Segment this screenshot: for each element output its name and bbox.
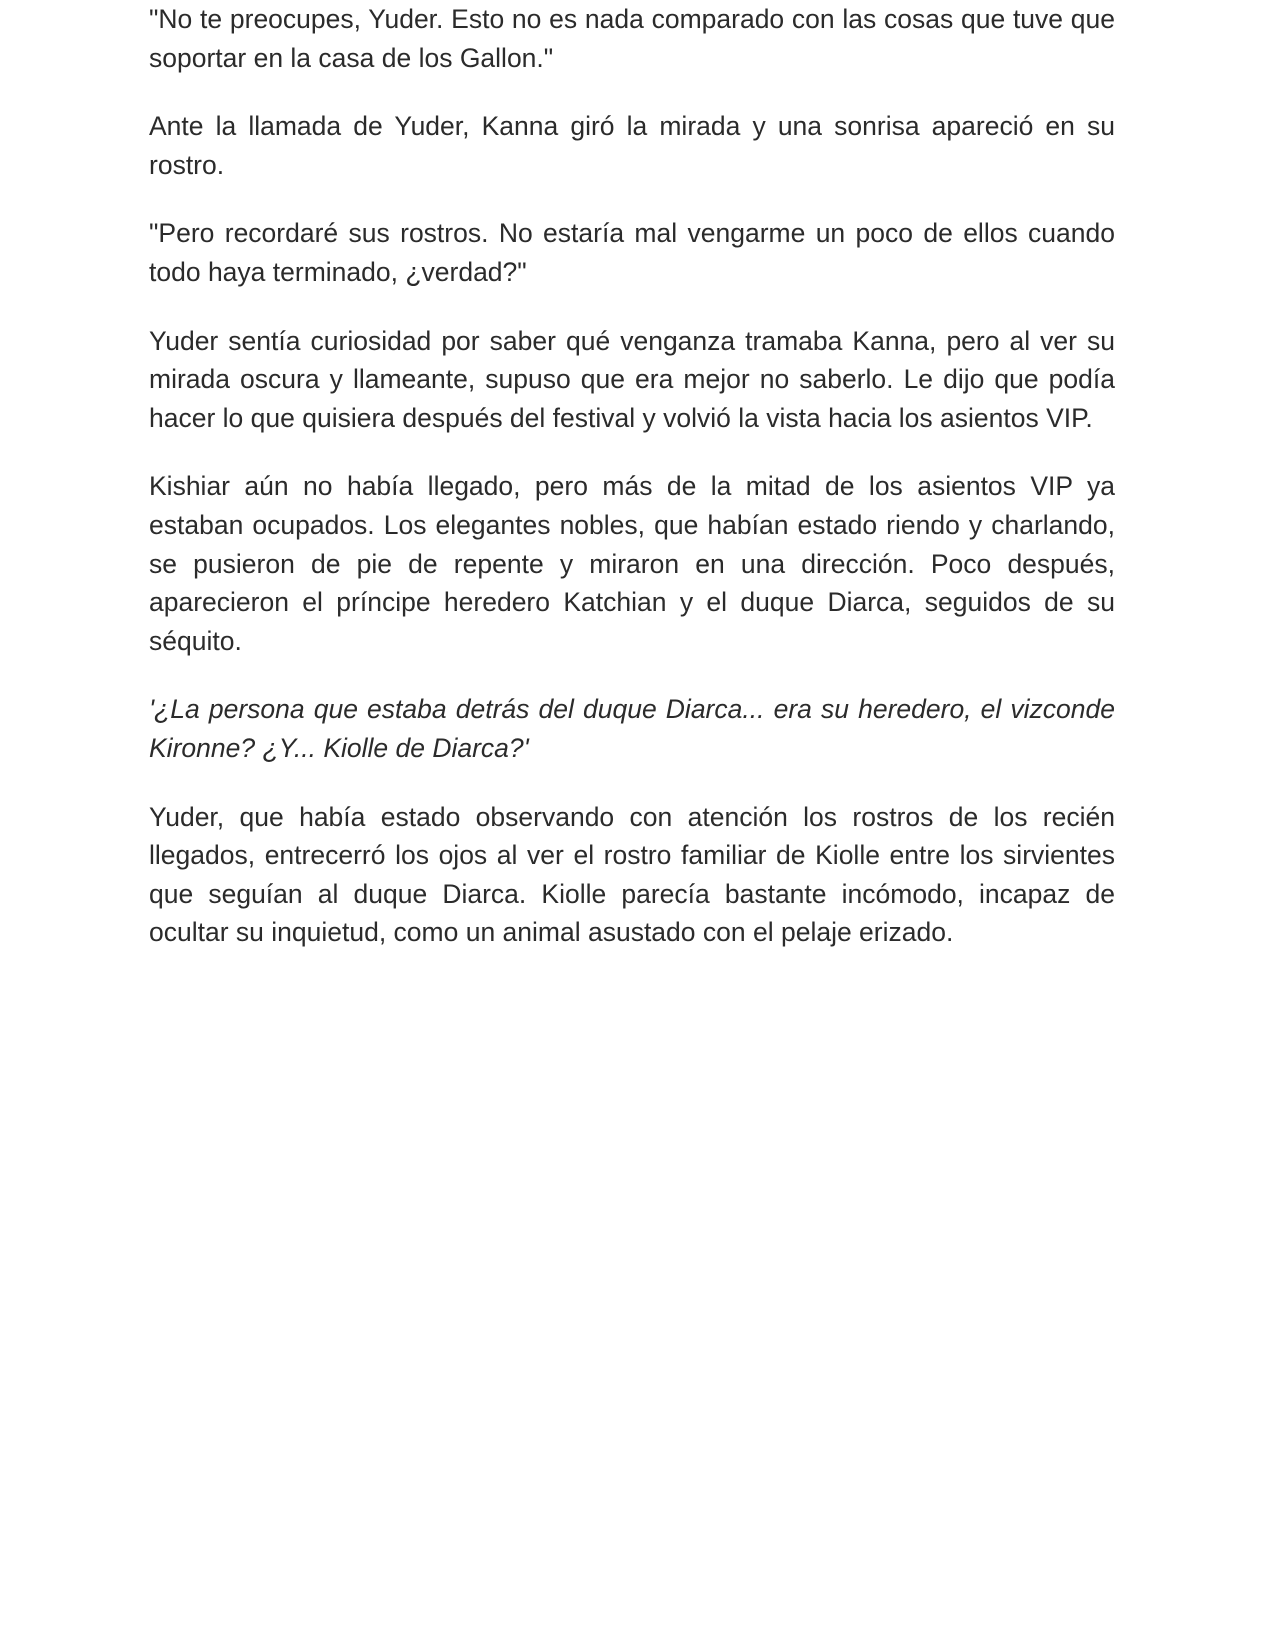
paragraph-4: Yuder sentía curiosidad por saber qué venganza tramaba Kanna, pero al ver su mirada oscura y llameante, supuso que era mejor no saberlo. Le dijo que podía hacer lo que quisiera después del festival y volvió la vista hacia los asientos VIP.: [149, 325, 1115, 433]
paragraph-5: Kishiar aún no había llegado, pero más de la mitad de los asientos VIP ya estaban ocupados. Los elegantes nobles, que habían estado riendo y charlando, se pusieron de pie de repente y miraron en una dirección. Poco después, aparecieron el príncipe heredero Katchian y el duque Diarca, seguidos de su séquito.: [149, 471, 1115, 656]
paragraph-6-italic-thought: '¿La persona que estaba detrás del duque Diarca... era su heredero, el vizconde Kironne? ¿Y... Kiolle de Diarca?': [149, 694, 1115, 763]
paragraph-2: Ante la llamada de Yuder, Kanna giró la mirada y una sonrisa apareció en su rostro.: [149, 111, 1115, 180]
paragraph-3: "Pero recordaré sus rostros. No estaría mal vengarme un poco de ellos cuando todo haya terminado, ¿verdad?": [149, 218, 1115, 287]
paragraph-1: "No te preocupes, Yuder. Esto no es nada comparado con las cosas que tuve que soportar en la casa de los Gallon.": [149, 4, 1115, 73]
paragraph-7: Yuder, que había estado observando con atención los rostros de los recién llegados, entrecerró los ojos al ver el rostro familiar de Kiolle entre los sirvientes que seguían al duque Diarca. Kiolle parecía bastante incómodo, incapaz de ocultar su inquietud, como un animal asustado con el pelaje erizado.: [149, 801, 1115, 948]
document-page: [149, 0, 1115, 982]
